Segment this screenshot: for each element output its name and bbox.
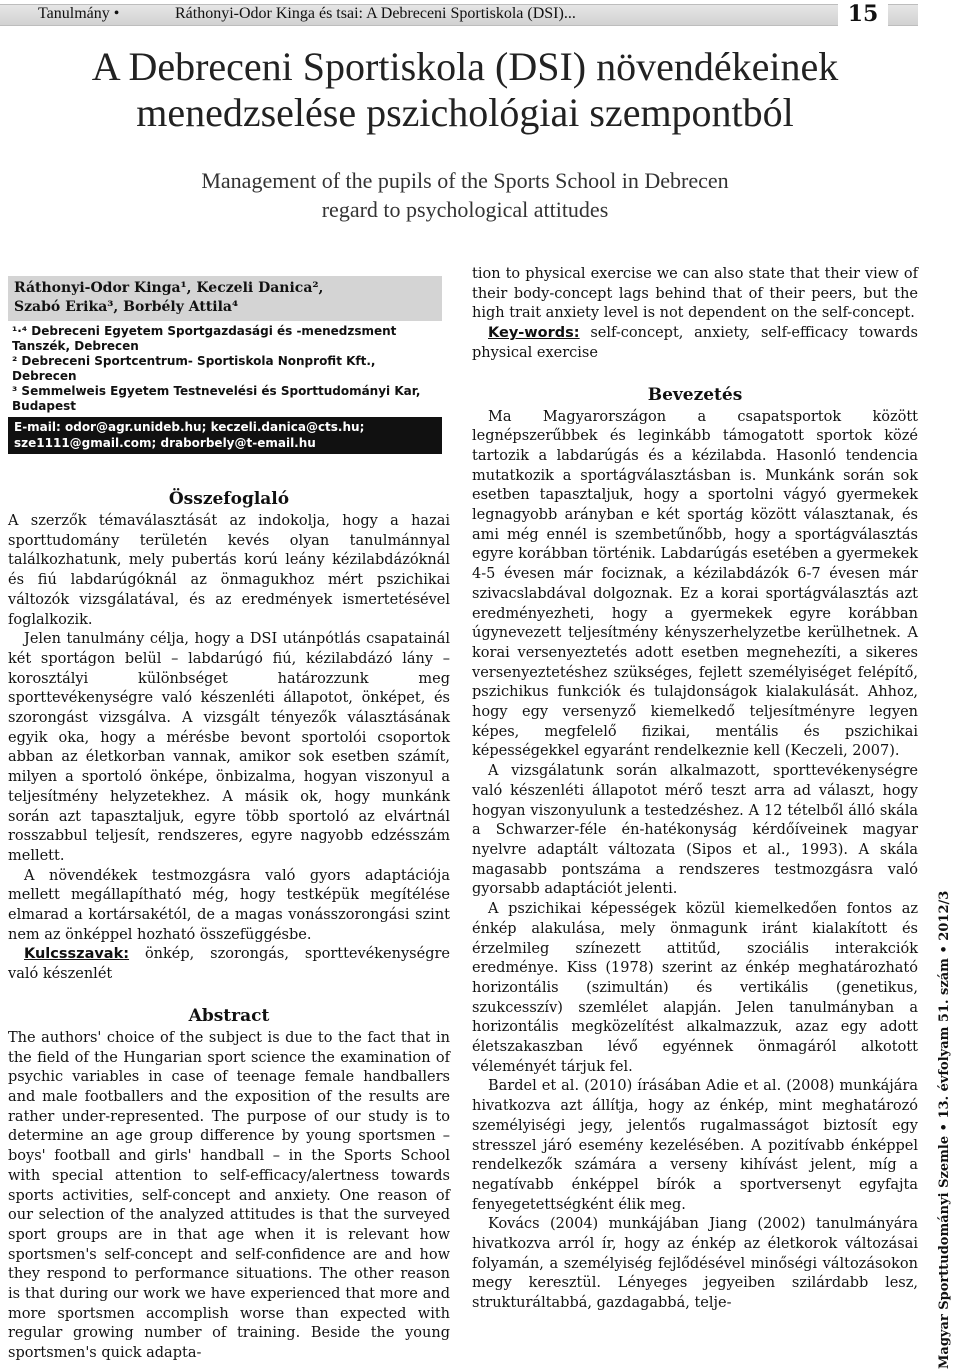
title-hu-line: A Debreceni Sportiskola (DSI) növendékeinek bbox=[91, 44, 839, 89]
affiliations bbox=[8, 321, 442, 414]
keywords-en bbox=[472, 324, 918, 363]
author-box bbox=[8, 276, 442, 454]
keywords-label: Kulcsszavak: bbox=[24, 946, 130, 963]
affiliation: ² Debreceni Sportcentrum- Sportiskola Nonprofit Kft., Debrecen bbox=[12, 354, 376, 383]
abstract-paragraph-cont: tion to physical exercise we can also state that their view of their body-concept lags behind that of their peers, but the high trait anxiety level is not dependent on the self-concept. bbox=[472, 266, 918, 322]
email-box: E-mail: odor@agr.unideb.hu; keczeli.danica@cts.hu; sze1111@gmail.com; draborbely@t-email.hu bbox=[8, 417, 442, 454]
summary-paragraph: A növendékek testmozgásra való gyors adaptációja mellett megállapítható még, hogy testképük megítélése elmarad a kortársakétól, de a magas vonásszorongási szint nem az önképpel hozható összefüggésbe. bbox=[8, 867, 450, 943]
summary-heading: Összefoglaló bbox=[168, 489, 290, 509]
section-label: Tanulmány • bbox=[38, 5, 120, 22]
title-hu-line: menedzselése pszichológiai szempontból bbox=[136, 90, 794, 135]
intro-paragraph: Kovács (2004) munkájában Jiang (2002) tanulmányára hivatkozva arról ír, hogy az énkép az életkorok változásai folyamán, a személyiség fejlődésével minőségi változásokon megy keresztül. Lényeges jegyeiben szilárdabb lesz, strukturáltabbá, gazdagabbá, telje- bbox=[472, 1216, 918, 1312]
intro-paragraph: Ma Magyarországon a csapatsportok között legnépszerűbbek és leginkább támogatott sportok közé tartozik a labdarúgás és a kézilabda. Hasonló tendencia mutatkozik a sportágválasztásban is. Munkánk során sok esetben tapasztaljuk, hogy a sportolni vágyó gyermekek legnagyobb arányban e két sportág között választanak, és ami még ennél is szembetűnőbb, hogy a sportágválasztás egyre korábban történik. Labdarúgás esetében a gyermekek 4-5 évesen már fociznak, a kézilabdázók 6-7 évesen már szivacslabdával dolgoznak. Ez a korai sportágválasztás azt eredményezheti, hogy a gyermekek egyre korábban úgynevezett teljesítmény kényszerhelyzetbe kerülhetnek. A korai versenyeztetés adott esetben megnehezíti, a sikeres versenyeztetéshez szükséges, fejlett személyiséget felépítő, pszichikus funkciók és tulajdonságok kialakulását. Ahhoz, hogy egy versenyző kiemelkedő teljesítményre legyen képes, megfelelő fizikai, mentális és pszichikai képességekkel egyaránt rendelkeznie kell (Keczeli, 2007). bbox=[472, 408, 918, 760]
right-column bbox=[472, 265, 918, 1314]
summary-paragraph: Jelen tanulmány célja, hogy a DSI utánpótlás csapatainál két sportágon belül – labdarúgó fiú, kézilabdázó lány – korosztályi különbséget határozzunk meg sporttevékenységre való készenléti állapotot, önképet, és szorongást vizsgálva. A vizsgált tényezők választásának egyik oka, hogy a mérésbe bevont sportolói csoportok abban az életkorban vannak, amikor sok esetben számít, milyen a sportoló önképe, önbizalma, hogyan viszonyul a teljesítmény helyzetekhez. A másik ok, hogy munkánk során azt tapasztaljuk, egyre több sportoló az elvártnál rosszabbul teljesít, rendszeres, egyre nagyobb edzésszám mellett. bbox=[8, 631, 450, 864]
intro-paragraph: A pszichikai képességek közül kiemelkedően fontos az énkép alakulása, mely önmagunk iránt kialakított és érzelmileg színezett attitűd, szociális interakciók eredménye. Kiss (1978) szerint az énkép meghatározható horizontális (szimultán) és vertikális (genetikus, szukcesszív) szemlélet alapján. Jelen tanulmányban a horizontális megközelítést alkalmazzuk, azaz egy adott életszakaszban lévő egyénnek önmagáról alkotott véleményét tárjuk fel. bbox=[472, 901, 918, 1075]
intro-paragraph: A vizsgálatunk során alkalmazott, sporttevékenységre való készenléti állapotot mérő teszt arra ad választ, hogy hogyan viszonyulunk a testedzéshez. A 12 tételből álló skála a Schwarzer-féle én-hatékonyság kérdőíveinek magyar nyelvre adaptált változata (Sipos et al., 1993). A skála magasabb pontszáma a rendszeres testmozgásra való gyorsabb adaptációt jelenti. bbox=[472, 763, 918, 898]
introduction-heading: Bevezetés bbox=[647, 384, 743, 405]
affiliation: ³ Semmelweis Egyetem Testnevelési és Sporttudományi Kar, Budapest bbox=[12, 384, 421, 413]
left-column bbox=[8, 482, 450, 1364]
article-title-hu bbox=[0, 44, 930, 136]
keywords-label: Key-words: bbox=[488, 325, 580, 342]
page-number: 15 bbox=[838, 0, 888, 28]
abstract-heading: Abstract bbox=[188, 1005, 270, 1026]
article-title-en bbox=[0, 166, 930, 224]
summary-paragraph: A szerzők témaválasztását az indokolja, hogy a hazai sporttudomány területén kevés olyan tanulmánnyal találkozhatunk, mely pubertás korú leány kézilabdázóknál és fiú labdarúgóknál az önmagukhoz mért pszichikai változók vizsgálatával, és az eredmények ismertetésével foglalkozik. bbox=[8, 513, 450, 628]
title-en-line: regard to psychological attitudes bbox=[321, 197, 609, 222]
author-line: Ráthonyi-Odor Kinga¹, Keczeli Danica², bbox=[14, 280, 324, 296]
keywords-text: self-concept, anxiety, self-efficacy towards physical exercise bbox=[472, 325, 918, 361]
author-line: Szabó Erika³, Borbély Attila⁴ bbox=[14, 299, 239, 315]
affiliation: ¹·⁴ Debreceni Egyetem Sportgazdasági és -menedzsment Tanszék, Debrecen bbox=[12, 324, 397, 353]
journal-side-label: Magyar Sporttudományi Szemle • 13. évfolyam 51. szám • 2012/3 bbox=[937, 890, 952, 1369]
keywords-hu bbox=[8, 945, 450, 984]
intro-paragraph: Bardel et al. (2010) írásában Adie et al. (2008) munkájára hivatkozva azt állítja, hogy az énkép, mint meghatározó személyiségi jegy, jelentős rugalmasságot biztosít egy stresszel járó esemény kezelésében. A pozitívabb énképpel rendelkezők számára a verseny kihívást jelent, míg a negatívabb énképpel bírók a sportversenyt egyfajta fenyegetettségként élik meg. bbox=[472, 1078, 918, 1213]
keywords-text: önkép, szorongás, sporttevékenységre való készenlét bbox=[8, 946, 450, 983]
abstract-paragraph: The authors' choice of the subject is due to the fact that in the field of the Hungarian sport science the examination of psychic variables in case of teenage female handballers and male footballers and the exposition of the results are rather under-represented. The purpose of our study is to determine an age group difference by young sportsmen – boys' football and girls' handball – in the Sports School with special attention to self-efficacy/alertness towards sports activities, self-concept and anxiety. One reason of our selection of the analyzed attitudes is that the surveyed sport groups are in that age when it is relevant how sportsmen's self-concept and self-confidence are and how they respond to performance situations. The other reason is that during our work we have experienced that more and more sportsmen accomplish worse than expected with regular growing number of training. Beside the young sportsmen's quick adapta- bbox=[8, 1029, 450, 1362]
author-names bbox=[8, 276, 442, 321]
title-en-line: Management of the pupils of the Sports School in Debrecen bbox=[201, 168, 729, 193]
running-title: Ráthonyi-Odor Kinga és tsai: A Debreceni Sportiskola (DSI)... bbox=[175, 5, 576, 22]
